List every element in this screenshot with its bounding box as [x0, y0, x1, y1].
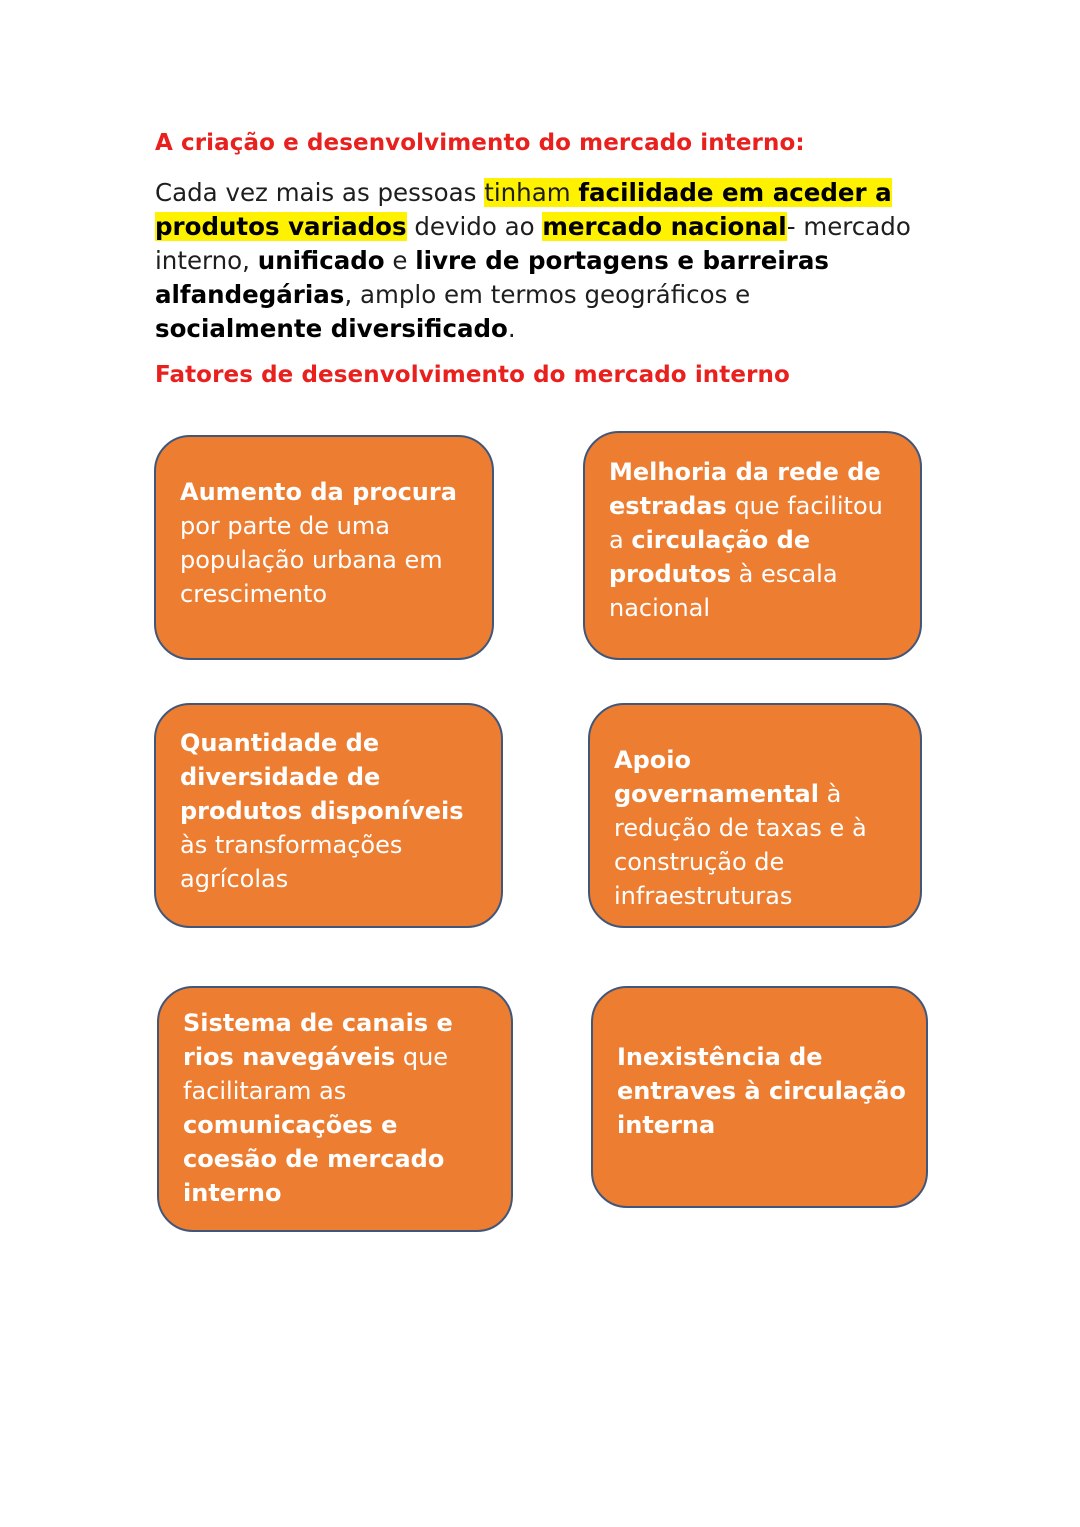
factor-box-inexistencia-entraves: [591, 986, 928, 1208]
factor-bold-text: Aumento da procura: [180, 478, 457, 506]
factor-box-canais-rios: [157, 986, 513, 1232]
factor-bold-text: Melhoria da rede de estradas: [609, 458, 881, 520]
factor-bold-text: circulação de produtos: [609, 526, 811, 588]
factor-bold-text: Sistema de canais e rios navegáveis: [183, 1009, 453, 1071]
factor-box-quantidade-produtos: [154, 703, 503, 928]
factor-bold-text: Inexistência de entraves à circulação interna: [617, 1043, 906, 1139]
factor-bold-text: Apoio governamental: [614, 746, 819, 808]
paragraph-text: e: [384, 246, 416, 275]
paragraph-text: devido ao: [406, 212, 543, 241]
factor-bold-text: Quantidade de diversidade de produtos disponíveis: [180, 729, 464, 825]
paragraph-text: - mercado interno,: [155, 212, 911, 275]
section-heading-mercado-interno: A criação e desenvolvimento do mercado interno:: [155, 130, 805, 156]
factor-text: às transformações agrícolas: [180, 831, 403, 893]
section-heading-fatores: Fatores de desenvolvimento do mercado interno: [155, 362, 790, 388]
factor-box-apoio-governamental: [588, 703, 922, 928]
bold-text: livre de portagens e barreiras alfandegárias: [155, 246, 829, 309]
factor-text: à escala nacional: [609, 560, 838, 622]
paragraph-text: Cada vez mais as pessoas: [155, 178, 485, 207]
factor-bold-text: comunicações e coesão de mercado interno: [183, 1111, 445, 1207]
intro-paragraph: [155, 176, 915, 346]
bold-text: socialmente diversificado: [155, 314, 508, 343]
highlighted-bold-text: mercado nacional: [542, 212, 787, 241]
factor-box-aumento-procura: [154, 435, 494, 660]
factor-text: que facilitou a: [609, 492, 883, 554]
highlighted-text: tinham: [484, 178, 579, 207]
bold-text: unificado: [257, 246, 385, 275]
highlighted-bold-text: facilidade em aceder a produtos variados: [155, 178, 892, 241]
paragraph-text: , amplo em termos geográficos e: [344, 280, 751, 309]
factor-text: que facilitaram as: [183, 1043, 449, 1105]
factor-box-rede-estradas: [583, 431, 922, 660]
factor-text: à redução de taxas e à construção de infraestruturas: [614, 780, 867, 910]
factor-text: por parte de uma população urbana em crescimento: [180, 512, 443, 608]
paragraph-text: .: [507, 314, 516, 343]
